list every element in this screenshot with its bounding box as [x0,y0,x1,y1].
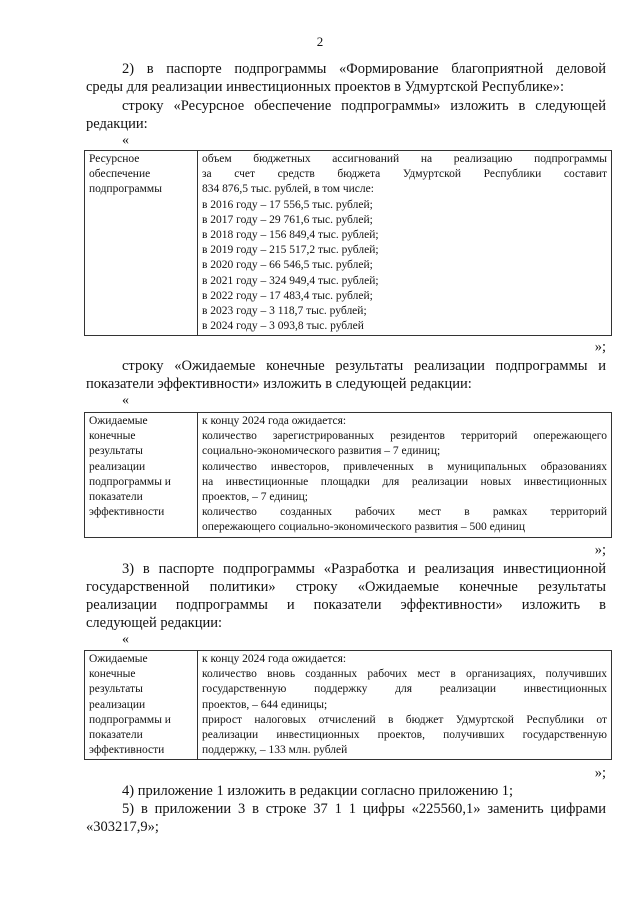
label-line: Ресурсное [89,153,140,165]
text-line: за счет средств бюджета Удмуртской Республики составит [202,168,607,181]
label-line: результаты [89,445,143,458]
year-line: в 2024 году – 3 093,8 тыс. рублей [202,320,364,333]
item2-row-instruction-2 [86,357,606,393]
text-line: государственную поддержку для реализации инвестиционных [202,683,607,696]
year-line: в 2016 году – 17 556,5 тыс. рублей; [202,198,373,211]
label-line: конечные [89,430,136,443]
text-line: проектов, – 7 единиц; [202,491,309,504]
resource-label-cell [85,151,198,336]
year-line: в 2022 году – 17 483,4 тыс. рублей; [202,289,373,302]
close-quote: »; [594,339,606,355]
page-number: 2 [316,34,324,49]
item5-line: 5) в приложении 3 в строке 37 1 1 цифры «225560,1» заменить цифрами [122,801,606,817]
close-quote: »; [594,765,606,781]
label-line: результаты [89,683,143,696]
item2-intro-line: 2) в паспорте подпрограммы «Формирование благоприятной деловой [122,61,606,77]
item3-intro-line: 3) в паспорте подпрограммы «Разработка и реализация инвестиционной [122,561,606,577]
text-line: количество зарегистрированных резидентов территорий опережающего [202,430,607,443]
label-line: реализации [89,698,146,711]
instruction-line: строку «Ожидаемые конечные результаты реализации подпрограммы и [122,358,606,374]
item3-label-cell [85,651,198,760]
item3-results-table [84,650,612,760]
item4: 4) приложение 1 изложить в редакции согласно приложению 1; [122,783,514,799]
text-line: социально-экономического развития – 7 единиц; [202,445,441,458]
item3-intro-line: государственной политики» строку «Ожидаемые конечные результаты [86,579,606,595]
item2-row-instruction-line: редакции: [86,116,148,132]
label-line: конечные [89,668,136,681]
item2-intro [86,60,606,96]
item3-text-cell [198,651,612,760]
open-quote: « [122,393,129,408]
instruction-line: показатели эффективности» изложить в следующей редакции: [86,376,472,392]
label-line: Ожидаемые [89,653,148,665]
resource-text-cell [198,151,612,336]
label-line: эффективности [89,744,165,757]
label-line: показатели [89,729,143,742]
text-line: прирост налоговых отчислений в бюджет Удмуртской Республики от [202,713,607,726]
label-line: подпрограммы и [89,475,171,488]
text-line: 834 876,5 тыс. рублей, в том числе: [202,183,374,196]
label-line: Ожидаемые [89,415,148,427]
text-line: к концу 2024 года ожидается: [202,653,347,665]
results-label-cell [85,413,198,538]
text-line: к концу 2024 года ожидается: [202,415,347,427]
open-quote: « [122,133,129,148]
text-line: опережающего социально-экономического развития – 500 единиц [202,521,525,534]
text-line: реализации инвестиционных проектов, получивших государственную [202,729,607,742]
open-quote: « [122,632,129,647]
close-quote: »; [594,542,606,558]
label-line: обеспечение [89,168,151,181]
year-line: в 2017 году – 29 761,6 тыс. рублей; [202,213,373,226]
text-line: на инвестиционные площадки для реализации новых инвестиционных [202,475,607,488]
text-line: количество вновь созданных рабочих мест в организациях, получивших [202,668,607,681]
item5-line: «303217,9»; [86,819,159,835]
results-table [84,412,612,538]
year-line: в 2018 году – 156 849,4 тыс. рублей; [202,229,379,242]
resource-table [84,150,612,336]
text-line: проектов, – 644 единицы; [202,698,328,711]
item3-intro [86,560,606,632]
year-line: в 2021 году – 324 949,4 тыс. рублей; [202,274,379,287]
label-line: подпрограммы и [89,713,171,726]
item3-intro-line: реализации подпрограммы и показатели эффективности» изложить в [86,597,606,613]
item2-intro-line: среды для реализации инвестиционных проектов в Удмуртской Республике»: [86,79,564,95]
text-line: поддержку, – 133 млн. рублей [202,744,348,757]
label-line: эффективности [89,506,165,519]
results-text-cell [198,413,612,538]
item2-row-instruction-line: строку «Ресурсное обеспечение подпрограммы» изложить в следующей [122,98,606,114]
year-line: в 2019 году – 215 517,2 тыс. рублей; [202,244,379,257]
label-line: показатели [89,491,143,504]
item2-row-instruction [86,97,606,133]
item5 [86,800,606,836]
item3-intro-line: следующей редакции: [86,615,223,631]
text-line: количество инвесторов, привлеченных в муниципальных образованиях [202,460,607,473]
text-line: объем бюджетных ассигнований на реализацию подпрограммы [202,153,607,165]
year-line: в 2023 году – 3 118,7 тыс. рублей; [202,305,367,318]
text-line: количество созданных рабочих мест в рамках территорий [202,506,607,519]
year-line: в 2020 году – 66 546,5 тыс. рублей; [202,259,373,272]
label-line: подпрограммы [89,183,162,196]
label-line: реализации [89,460,146,473]
